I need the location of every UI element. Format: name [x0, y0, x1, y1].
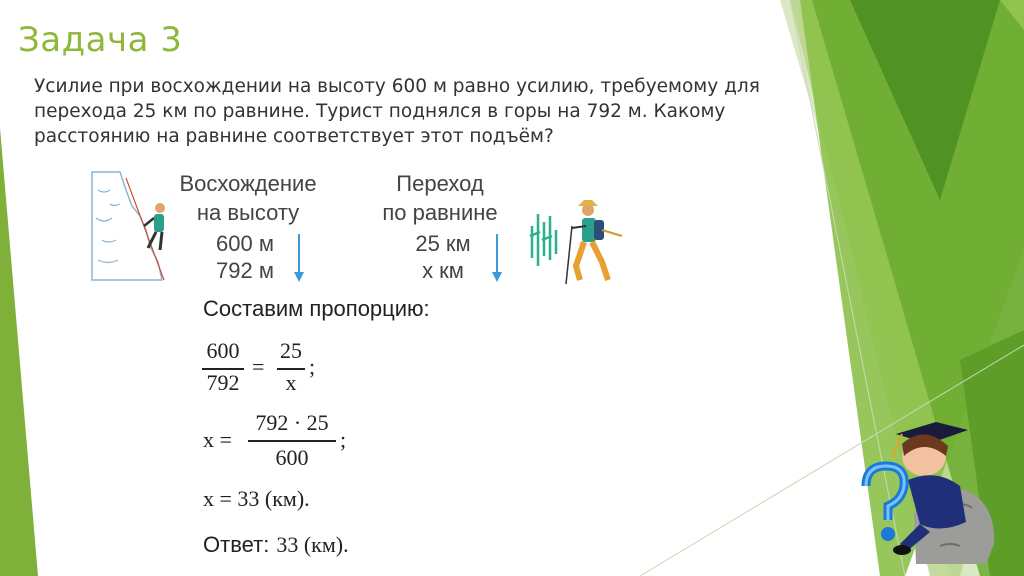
eq1-numerator-left: 600: [206, 338, 240, 363]
eq2-numerator: 792 · 25: [255, 410, 329, 435]
solution-heading: Составим пропорцию:: [203, 296, 430, 321]
eq1-numerator-right: 25: [280, 338, 302, 363]
eq3-result: x = 33 (км).: [203, 486, 310, 511]
hiker-icon: [526, 196, 626, 288]
eq1-semicolon: ;: [309, 354, 316, 379]
eq1-equals: =: [252, 354, 265, 379]
eq2-denominator: 600: [275, 445, 309, 470]
walk-value-2: x км: [422, 258, 464, 283]
walk-heading-line2: по равнине: [382, 200, 498, 225]
eq1-denominator-right: x: [285, 370, 297, 395]
climb-value-2: 792 м: [216, 258, 274, 283]
climb-heading-line2: на высоту: [196, 200, 300, 225]
walk-heading-line1: Переход: [396, 171, 484, 196]
eq2-semicolon: ;: [340, 427, 347, 452]
slide-title: Задача 3: [18, 20, 183, 60]
eq2-fraction-bar: [248, 440, 336, 442]
answer-line: [203, 532, 349, 558]
problem-text: Усилие при восхождении на высоту 600 м равно усилию, требуемому для перехода 25 км по равнине. Турист поднялся в горы на 792 м. Какому расстоянию на равнине соответствует этот подъём?: [34, 76, 760, 147]
answer-value: 33 (км).: [276, 532, 349, 557]
climb-value-1: 600 м: [216, 231, 274, 256]
walk-value-1: 25 км: [415, 231, 471, 256]
eq1-denominator-left: 792: [206, 370, 240, 395]
graduate-thinking-icon: [836, 394, 998, 564]
down-arrow-icon-right: [490, 232, 504, 284]
answer-label: Ответ:: [203, 532, 270, 557]
climber-icon: [88, 170, 170, 282]
eq2-lhs: x =: [203, 427, 232, 452]
down-arrow-icon-left: [292, 232, 306, 284]
climb-heading-line1: Восхождение: [179, 171, 317, 196]
